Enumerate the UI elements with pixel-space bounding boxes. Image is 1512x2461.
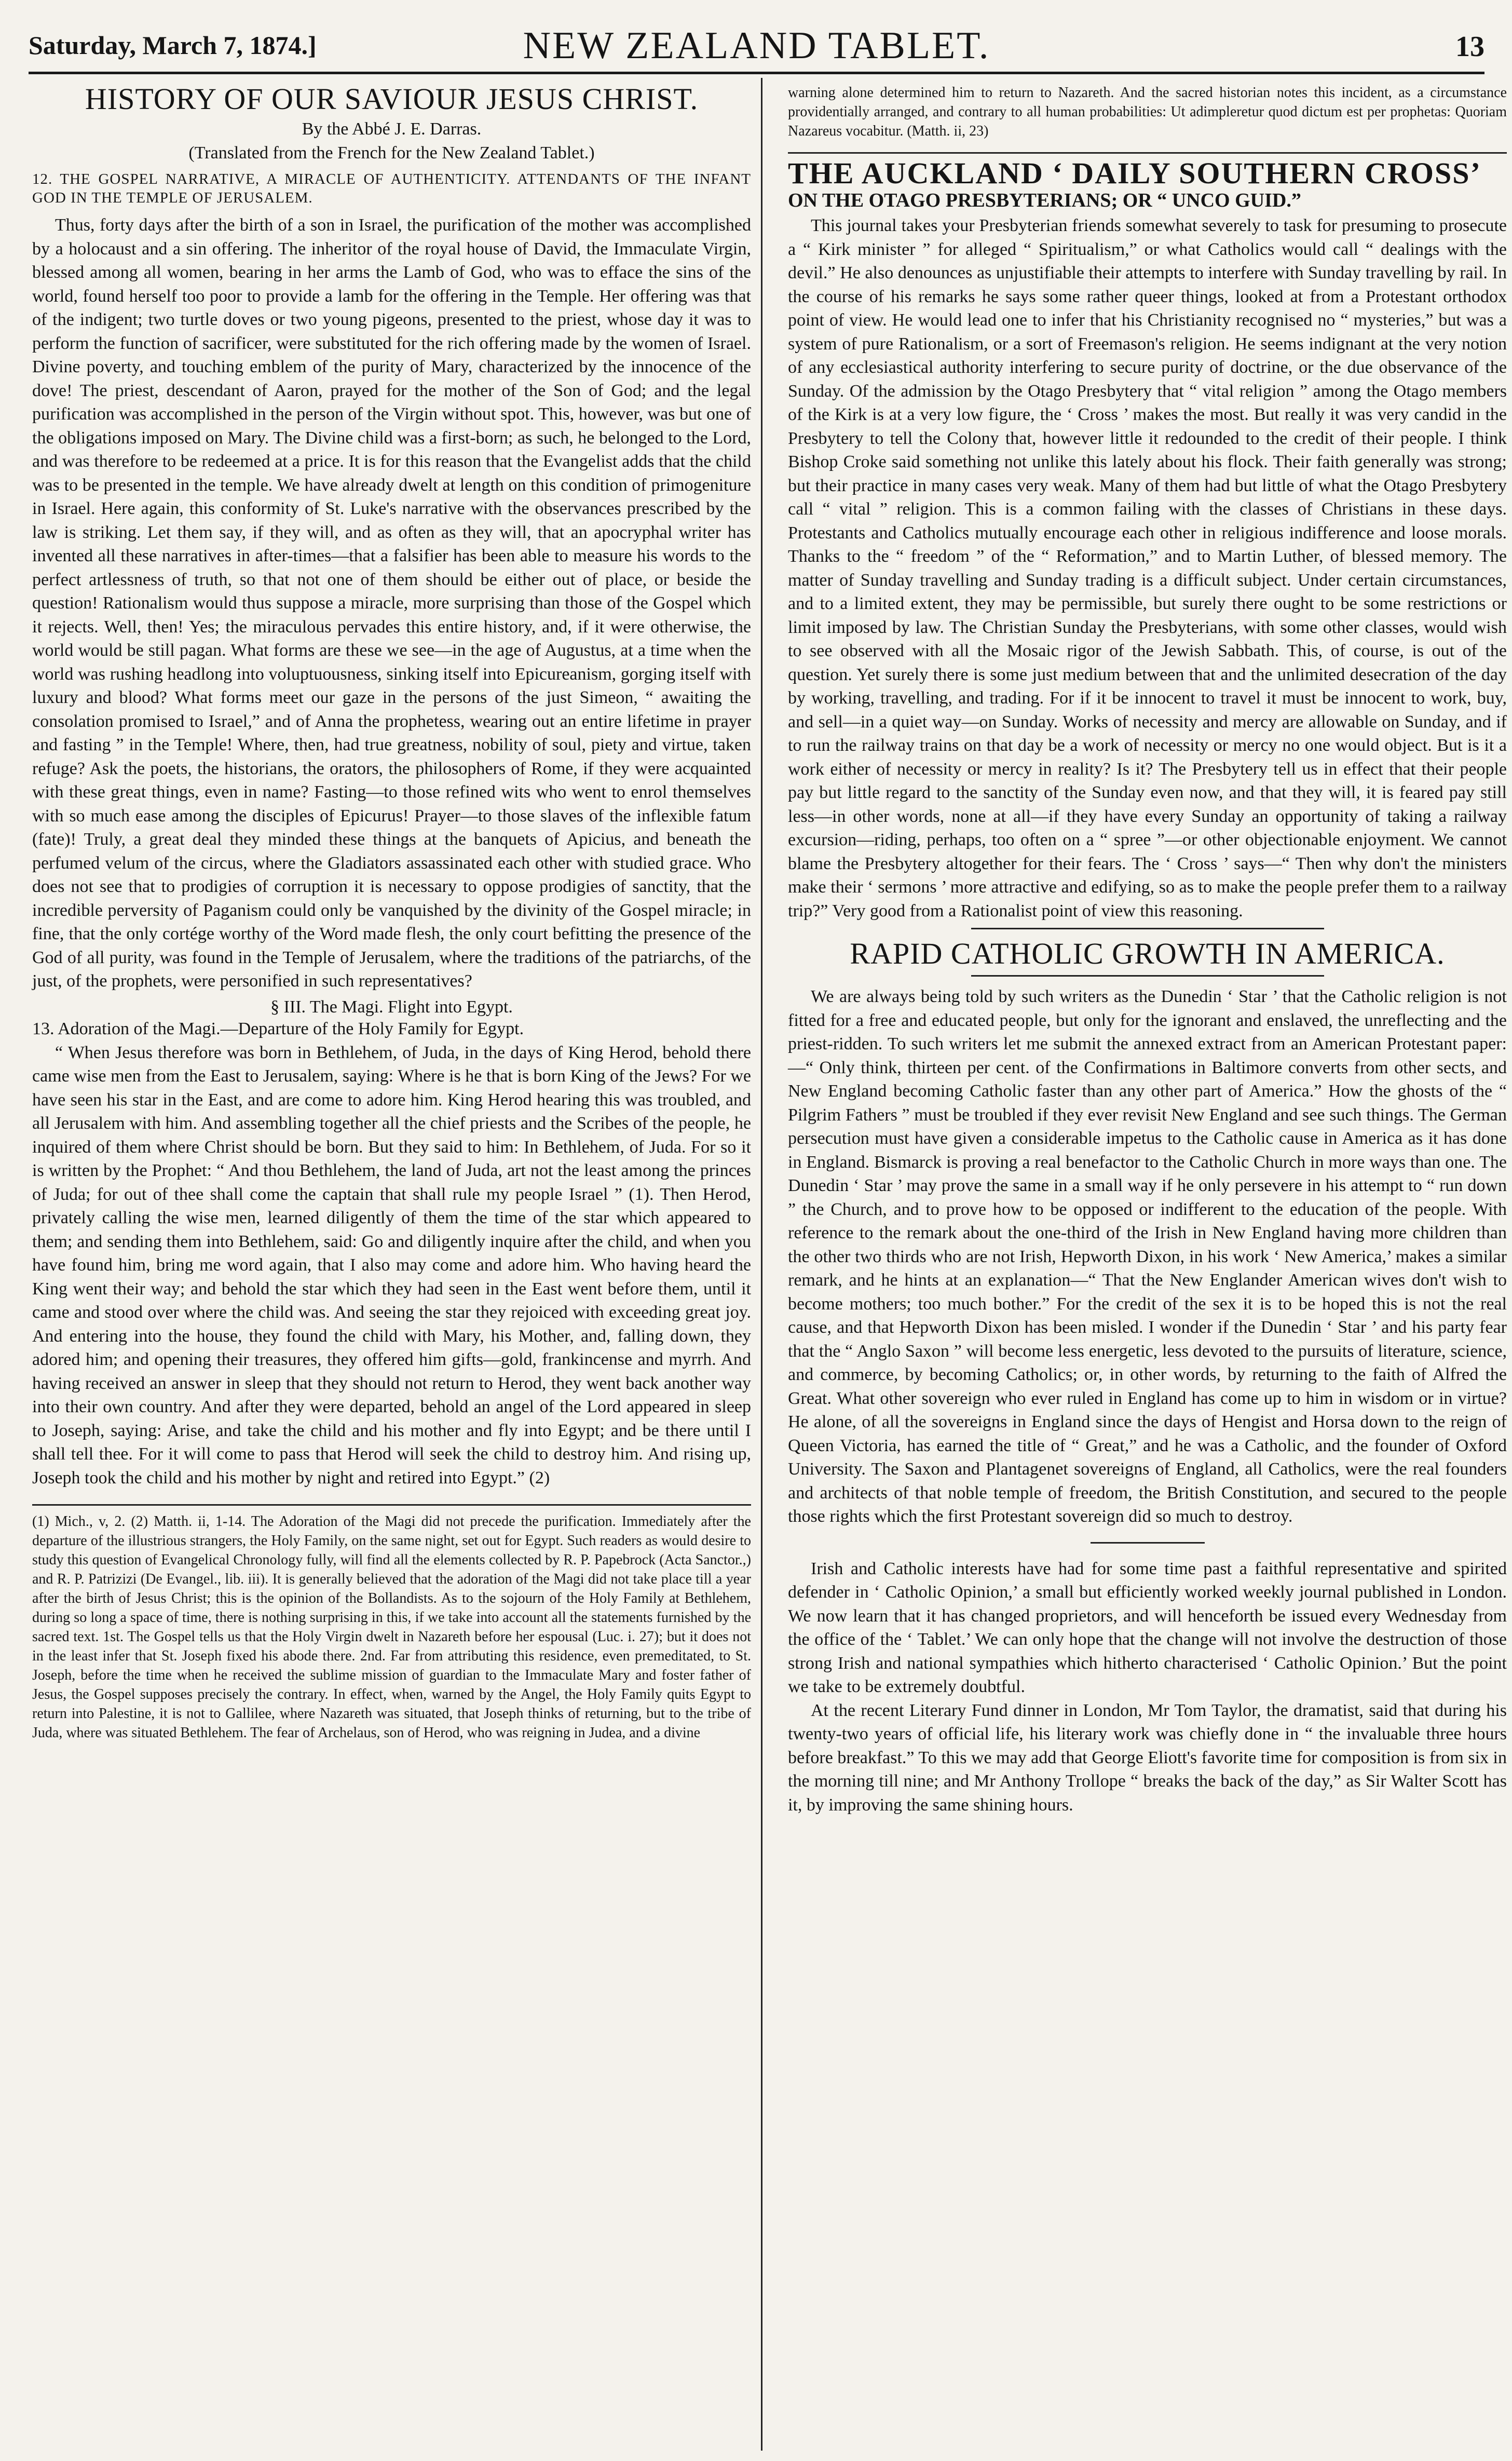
auckland-article-body: This journal takes your Presbyterian friends somewhat severely to task for presuming to prosecute a “ Kirk minister ” for alleged “ Spiritualism,” or what Catholics would call “ dealings with the devil.” He also denounces as unjustifiable their attempts to interfere with Sunday travelling by rail. In the course of his remarks he says some rather queer things, looked at from a Protestant orthodox point of view. He would lead one to infer that his Christianity recognised no “ mysteries,” but was a system of pure Rationalism, or a sort of Freemason's religion. He seems indignant at the very notion of any ecclesiastical authority interfering to secure purity of doctrine, or the due observance of the Sunday. Of the admission by the Otago Presbytery that “ vital religion ” among the Otago members of the Kirk is at a very low figure, the ‘ Cross ’ makes the most. But really it was very candid in the Presbytery to tell the Colony that, however little it redounded to the credit of their people. I think Bishop Croke said something not unlike this lately about his flock. Their faith generally was strong; but their practice in many cases very weak. Many of them had but little of what the Otago Presbytery call “ vital ” religion. This is a common failing with the classes of Christians in these days. Protestants and Catholics mutually encourage each other in religious indifference and loose morals. Thanks to the “ freedom ” of the “ Reformation,” and to Martin Luther, of blessed memory. The matter of Sunday travelling and Sunday trading is a difficult subject. Under certain circumstances, and to a limited extent, they may be permissible, but surely there ought to be some restrictions or limit imposed by law. The Christian Sunday the Presbyterians, with some other classes, would wish to see observed with all the Mosaic rigor of the Jewish Sabbath. This, of course, is out of the question. Yet surely there is some just medium between that and the unlimited desecration of the day by working, travelling, and trading. For if it be innocent to travel it must be innocent to work, buy, and sell—in a quiet way—on Sunday. Works of necessity and mercy are allowable on Sunday, and if to run the railway trains on that day be a work of necessity or mercy no one would object. But is it a work either of necessity or mercy in reality? Is it? The Presbytery tell us in effect that their people pay but little regard to the sanctity of the Sunday even now, and that they will, it is feared pay still less—in other words, none at all—if they have every Sunday an opportunity of taking a railway excursion—riding, perhaps, too often on a “ spree ”—or other objectionable enjoyment. We cannot blame the Presbytery altogether for their fears. The ‘ Cross ’ says—“ Then why don't the ministers make their ‘ sermons ’ more attractive and edifying, so as to make the people prefer them to a railway trip?” Very good from a Rationalist point of view this reasoning. xyxy=(788,216,1507,921)
auckland-article-subtitle: ON THE OTAGO PRESBYTERIANS; OR “ UNCO GUID.” xyxy=(788,190,1301,211)
short-divider xyxy=(1091,1542,1205,1544)
rapid-growth-article-title: RAPID CATHOLIC GROWTH IN AMERICA. xyxy=(850,937,1445,970)
rapid-growth-article-body: We are always being told by such writers as the Dunedin ‘ Star ’ that the Catholic religion is not fitted for a free and educated people, but only for the ignorant and enslaved, the unreflecting and the priest-ridden. To such writers let me submit the annexed extract from an American Protestant paper:—“ Only think, thirteen per cent. of the Confirmations in Baltimore converts from other sects, and New England becoming Catholic faster than any other part of America.” How the ghosts of the “ Pilgrim Fathers ” must be troubled if they ever revisit New England and see such things. The German persecution must have given a considerable impetus to the Catholic cause in America as it has done in England. Bismarck is proving a real benefactor to the Catholic Church in more ways than one. The Dunedin ‘ Star ’ may prove the same in a small way if he only persevere in his attempt to “ run down ” the Church, and to prove how to be opposed or indifferent to the education of the people. With reference to the remark about the one-third of the Irish in New England having more children than the other two thirds who are not Irish, Hepworth Dixon, in his work ‘ New America,’ makes a similar remark, and he hints at an explanation—“ That the New Englander American wives don't wish to become mothers; too much bother.” For the credit of the sex it is to be hoped this is not the real cause, and that Hepworth Dixon has been misled. I wonder if the Dunedin ‘ Star ’ and his party fear that the “ Anglo Saxon ” will become less energetic, less devoted to the pursuits of literature, science, and commerce, by becoming Catholics; or, in other words, by returning to the faith of Alfred the Great. What other sovereign who ever ruled in England has come up to him in wisdom or in virtue? He alone, of all the sovereigns in England since the days of Hengist and Horsa down to the reign of Queen Victoria, has earned the title of “ Great,” and he was a Catholic, and the founder of Oxford University. The Saxon and Plantagenet sovereigns of England, all Catholics, were the real founders and architects of that noble temple of freedom, the British Constitution, and secured to the people those rights which the first Protestant sovereign did so much to destroy. xyxy=(788,987,1507,1526)
history-translation-note: (Translated from the French for the New Zealand Tablet.) xyxy=(188,143,595,163)
auckland-article-title: THE AUCKLAND ‘ DAILY SOUTHERN CROSS’ xyxy=(788,156,1481,190)
issue-date: Saturday, March 7, 1874.] xyxy=(29,31,317,60)
section-3-heading: § III. The Magi. Flight into Egypt. xyxy=(270,997,513,1017)
history-footnotes: (1) Mich., v, 2. (2) Matth. ii, 1-14. The Adoration of the Magi did not precede the purification. Immediately after the departure of the illustrious strangers, the Holy Family, on the same night, set out for Egypt. Such readers as would desire to study this question of Evangelical Chronology fully, will find all the elements collected by R. P. Papebrock (Acta Sanctor.,) and R. P. Patrizizi (De Evangel., lib. iii). It is generally believed that the adoration of the Magi did not take place till a year after the birth of Jesus Christ; this is the opinion of the Bollandists. As to the sojourn of the Holy Family at Bethlehem, during so long a space of time, there is nothing surprising in this, if we take into account all the statements furnished by the sacred text. 1st. The Gospel tells us that the Holy Virgin dwelt in Nazareth before her espousal (Luc. i. 27); but it does not in the least infer that St. Joseph fixed his abode there. 2nd. Far from attributing this residence, even premeditated, to St. Joseph, before the time when he received the sublime mission of guardian to the Immaculate Mary and foster father of Jesus, the Gospel supposes precisely the contrary. In effect, when, warned by the Angel, the Holy Family quits Egypt to return into Palestine, it is not to Gallilee, where Nazareth was situated, that Joseph thinks of returning, but to the tribe of Juda, where was situated Bethlehem. The fear of Archelaus, son of Herod, who was reigning in Judea, and a divine xyxy=(32,1513,751,1741)
article-divider xyxy=(788,152,1507,154)
continued-footnote: warning alone determined him to return to Nazareth. And the sacred historian notes this incident, as a circumstance providentially arranged, and contrary to all human probabilities: Ut adimpleretur quod dictum est per prophetas: Quoriam Nazareus vocabitur. (Matth. ii, 23) xyxy=(788,85,1507,139)
page-number: 13 xyxy=(1455,31,1484,63)
history-byline: By the Abbé J. E. Darras. xyxy=(302,119,482,139)
newspaper-title: NEW ZEALAND TABLET. xyxy=(523,24,990,67)
right-column xyxy=(788,83,1507,1817)
left-column xyxy=(32,83,751,1742)
masthead xyxy=(29,9,1484,74)
article-divider xyxy=(971,928,1324,929)
section-13-heading: 13. Adoration of the Magi.—Departure of the Holy Family for Egypt. xyxy=(32,1019,524,1038)
title-underline xyxy=(971,975,1324,977)
history-article-title: HISTORY OF OUR SAVIOUR JESUS CHRIST. xyxy=(85,82,699,116)
catholic-opinion-paragraph: Irish and Catholic interests have had for some time past a faithful representative and spirited defender in ‘ Catholic Opinion,’ a small but efficiently worked weekly journal published in London. We now learn that it has changed proprietors, and will henceforth be issued every Wednesday from the office of the ‘ Tablet.’ We can only hope that the change will not involve the destruction of those strong Irish and national sympathies which hitherto characterised ‘ Catholic Opinion.’ But the point we take to be extremely doubtful. xyxy=(788,1559,1507,1696)
footnote-divider xyxy=(32,1504,751,1506)
column-divider xyxy=(761,78,762,2451)
section-12-heading: 12. THE GOSPEL NARRATIVE, A MIRACLE OF AUTHENTICITY. ATTENDANTS OF THE INFANT GOD IN THE TEMPLE OF JERUSALEM. xyxy=(32,171,751,206)
history-paragraph-1: Thus, forty days after the birth of a son in Israel, the purification of the mother was accomplished by a holocaust and a sin offering. The inheritor of the royal house of David, the Immaculate Virgin, blessed among all women, bearing in her arms the Lamb of God, who was to efface the sins of the world, found herself too poor to provide a lamb for the offering in the Temple. Her offering was that of the indigent; two turtle doves or two young pigeons, presented to the priest, whose day it was to perform the function of sacrificer, were substituted for the rich offering made by the women of Israel. Divine poverty, and touching emblem of the purity of Mary, characterized by the innocence of the dove! The priest, descendant of Aaron, prayed for the mother of the Son of God; and the legal purification was accomplished in the person of the Virgin without spot. This, however, was but one of the obligations imposed on Mary. The Divine child was a first-born; as such, he belonged to the Lord, and was therefore to be redeemed at a price. It is for this reason that the Evangelist adds that the child was to be presented in the temple. We have already dwelt at length on this condition of primogeniture in Israel. Here again, this conformity of St. Luke's narrative with the observances prescribed by the law is striking. Let them say, if they will, and as often as they will, that an apocryphal writer has invented all these narratives in after-times—that a falsifier has been able to measure his words to the perfect artlessness of truth, so that not one of them should be either out of place, or beside the question! Rationalism would thus suppose a miracle, more surprising than those of the Gospel which it rejects. Well, then! Yes; the miraculous pervades this entire history, and, if it were otherwise, the world would be still pagan. What forms are these we see—in the age of Augustus, at a time when the world was rushing headlong into voluptuousness, sinking itself into Epicureanism, gorging itself with luxury and blood? What forms meet our gaze in the persons of the just Simeon, “ awaiting the consolation promised to Israel,” and of Anna the prophetess, wearing out an entire lifetime in prayer and fasting ” in the Temple! Where, then, had true greatness, nobility of soul, piety and virtue, taken refuge? Ask the poets, the historians, the orators, the philosophers of Rome, if they were acquainted with these great things, even in name? Fasting—to those refined wits who went to enrol themselves with so much ease among the disciples of Epicurus! Prayer—to those slaves of the inflexible fatum (fate)! Truly, a great deal they minded these things at the banquets of Apicius, and beneath the perfumed velum of the circus, where the Gladiators assassinated each other with studied grace. Who does not see that to prodigies of corruption it is necessary to oppose prodigies of sanctity, that the incredible perversity of Paganism could only be vanquished by the divinity of the Gospel miracle; in fine, that the only cortége worthy of the Word made flesh, the only court befitting the presence of the God of all purity, was found in the Temple of Jerusalem, where the traditions of the patriarchs, of the just, of the prophets, were personified in such representatives? xyxy=(32,215,751,991)
history-paragraph-2: “ When Jesus therefore was born in Bethlehem, of Juda, in the days of King Herod, behold there came wise men from the East to Jerusalem, saying: Where is he that is born King of the Jews? For we have seen his star in the East, and are come to adore him. King Herod hearing this was troubled, and all Jerusalem with him. And assembling together all the chief priests and the Scribes of the people, he inquired of them where Christ should be born. But they said to him: In Bethlehem, of Juda. For so it is written by the Prophet: “ And thou Bethlehem, the land of Juda, art not the least among the princes of Juda; for out of thee shall come the captain that shall rule my people Israel ” (1). Then Herod, privately calling the wise men, learned diligently of them the time of the star which appeared to them; and sending them into Bethlehem, said: Go and diligently inquire after the child, and when you have found him, bring me word again, that I also may come and adore him. Who having heard the King went their way; and behold the star which they had seen in the East went before them, until it came and stood over where the child was. And seeing the star they rejoiced with exceeding great joy. And entering into the house, they found the child with Mary, his Mother, and, falling down, they adored him; and opening their treasures, they offered him gifts—gold, frankincense and myrrh. And having received an answer in sleep that they should not return to Herod, they went back another way into their own country. And after they were departed, behold an angel of the Lord appeared in sleep to Joseph, saying: Arise, and take the child and his mother and fly into Egypt; and be there until I shall tell thee. For it will come to pass that Herod will seek the child to destroy him. And rising up, Joseph took the child and his mother by night and retired into Egypt.” (2) xyxy=(32,1043,751,1488)
literary-fund-paragraph: At the recent Literary Fund dinner in London, Mr Tom Taylor, the dramatist, said that during his twenty-two years of official life, his literary work was chiefly done in “ the invaluable three hours before breakfast.” To this we may add that George Eliott's favorite time for composition is from six in the morning till nine; and Mr Anthony Trollope “ breaks the back of the day,” as Sir Walter Scott has it, by improving the same shining hours. xyxy=(788,1700,1507,1815)
